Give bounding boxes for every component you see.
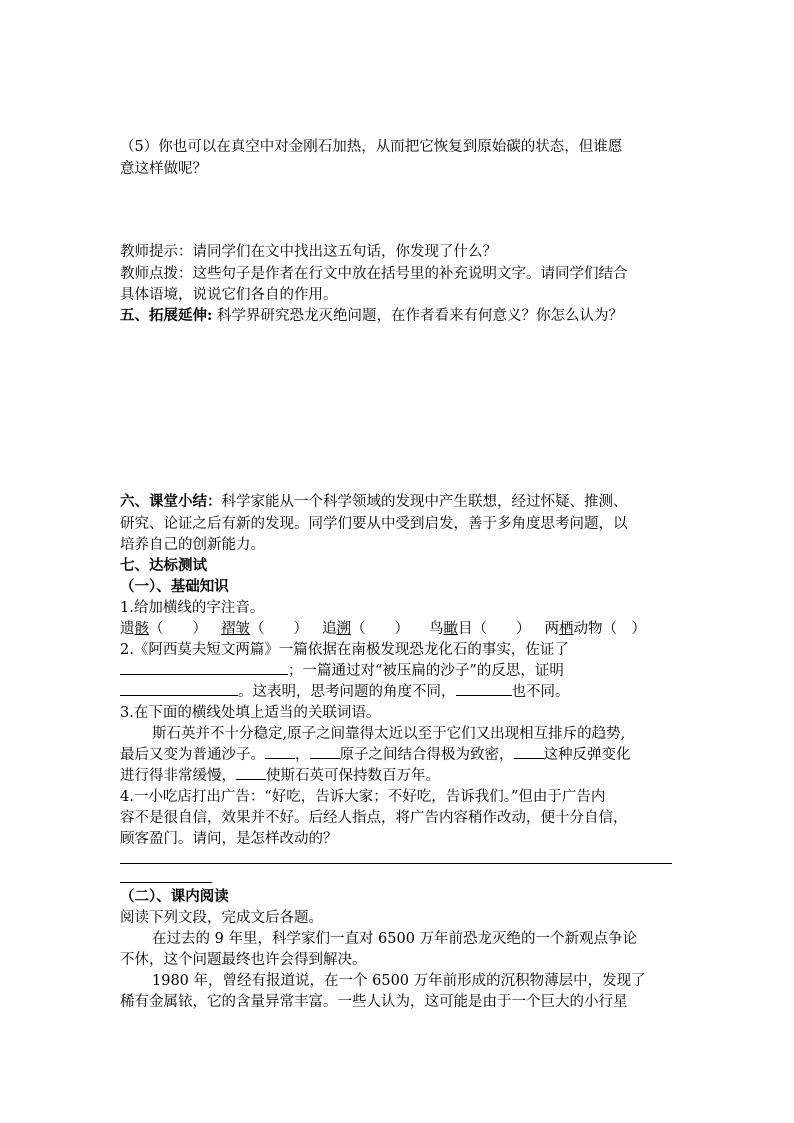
q2-blank-2[interactable] <box>120 681 238 696</box>
section7-heading: 七、达标测试 <box>120 557 207 574</box>
q3-line3: 进行得非常缓慢， 使斯石英可保持数百万年。 <box>120 765 680 787</box>
part2-intro: 阅读下列文段，完成文后各题。 <box>120 910 323 926</box>
q2-line2: ；一篇通过对“被压扁的沙子”的反思，证明 <box>120 660 680 682</box>
q3-blank-4[interactable] <box>236 765 266 780</box>
part2-para1-line1: 在过去的 9 年里，科学家们一直对 6500 万年前恐龙灭绝的一个新观点争论 <box>152 931 638 947</box>
teacher-hint: 教师提示：请同学们在文中找出这五句话，你发现了什么？ <box>120 244 497 260</box>
q2-line3: 。这表明，思考问题的角度不同， 也不同。 <box>120 681 680 703</box>
part2-para1-line2: 不休，这个问题最终也许会得到解决。 <box>120 952 367 968</box>
part2-para2-line1: 1980 年，曾经有报道说，在一个 6500 万年前形成的沉积物薄层中，发现了 <box>152 973 646 989</box>
q1-item-4: 鸟瞰目（ ） <box>429 621 531 637</box>
q3-title: 3.在下面的横线处填上适当的关联词语。 <box>120 705 381 721</box>
q2-blank-3[interactable] <box>456 681 512 696</box>
q1-title: 1.给加横线的字注音。 <box>120 600 265 616</box>
q3-blank-1[interactable] <box>265 744 295 759</box>
part2-heading: （二）、课内阅读 <box>120 888 229 905</box>
section6-line3: 培养自己的创新能力。 <box>120 537 265 553</box>
q1-items <box>120 618 680 640</box>
q4-line2: 容不是很自信，效果并不好。后经人指点，将广告内容稍作改动，便十分自信， <box>120 810 628 826</box>
q1-item-1: 遗骸（ ） <box>120 621 207 637</box>
q1-item-3: 追溯（ ） <box>322 621 409 637</box>
q5-line1: （5）你也可以在真空中对金刚石加热，从而把它恢复到原始碳的状态，但谁愿 <box>120 139 623 155</box>
section5-line <box>120 305 680 327</box>
q3-line1: 斯石英并不十分稳定,原子之间靠得太近以至于它们又出现相互排斥的趋势, <box>152 726 626 742</box>
section6-text1: 科学家能从一个科学领域的发现中产生联想，经过怀疑、推测、 <box>221 494 628 510</box>
part1-heading: （一）、基础知识 <box>120 578 229 595</box>
q5-line2: 意这样做呢？ <box>120 161 207 177</box>
q1-item-2: 褶皱（ ） <box>221 621 308 637</box>
section6-heading: 六、课堂小结： <box>120 493 222 510</box>
part2-para2-line2: 稀有金属铱，它的含量异常丰富。一些人认为，这可能是由于一个巨大的小行星 <box>120 994 628 1010</box>
section5-heading: 五、拓展延伸: <box>120 307 213 324</box>
q1-item-5: 两栖动物（ ） <box>544 621 646 637</box>
q4-answer-line-2[interactable] <box>120 882 212 883</box>
q4-answer-line-1[interactable] <box>120 863 672 864</box>
q2-blank-1[interactable] <box>120 660 288 675</box>
teacher-guide-line1: 教师点拨：这些句子是作者在行文中放在括号里的补充说明文字。请同学们结合 <box>120 266 628 282</box>
q3-blank-3[interactable] <box>514 744 544 759</box>
q3-line2: 最后又变为普通沙子。 ， 原子之间结合得极为致密， 这种反弹变化 <box>120 744 680 766</box>
q3-blank-2[interactable] <box>310 744 340 759</box>
q4-line1: 4.一小吃店打出广告：“好吃，告诉大家；不好吃，告诉我们。”但由于广告内 <box>120 789 606 805</box>
q4-line3: 顾客盈门。请问，是怎样改动的？ <box>120 831 338 847</box>
section6-line2: 研究、论证之后有新的发现。同学们要从中受到启发，善于多角度思考问题，以 <box>120 516 628 532</box>
section5-text: 科学界研究恐龙灭绝问题，在作者看来有何意义？你怎么认为？ <box>212 308 623 324</box>
q2-line1: 2.《阿西莫夫短文两篇》一篇依据在南极发现恐龙化石的事实，佐证了 <box>120 642 569 658</box>
section6-line1 <box>120 491 680 513</box>
teacher-guide-line2: 具体语境，说说它们各自的作用。 <box>120 287 338 303</box>
